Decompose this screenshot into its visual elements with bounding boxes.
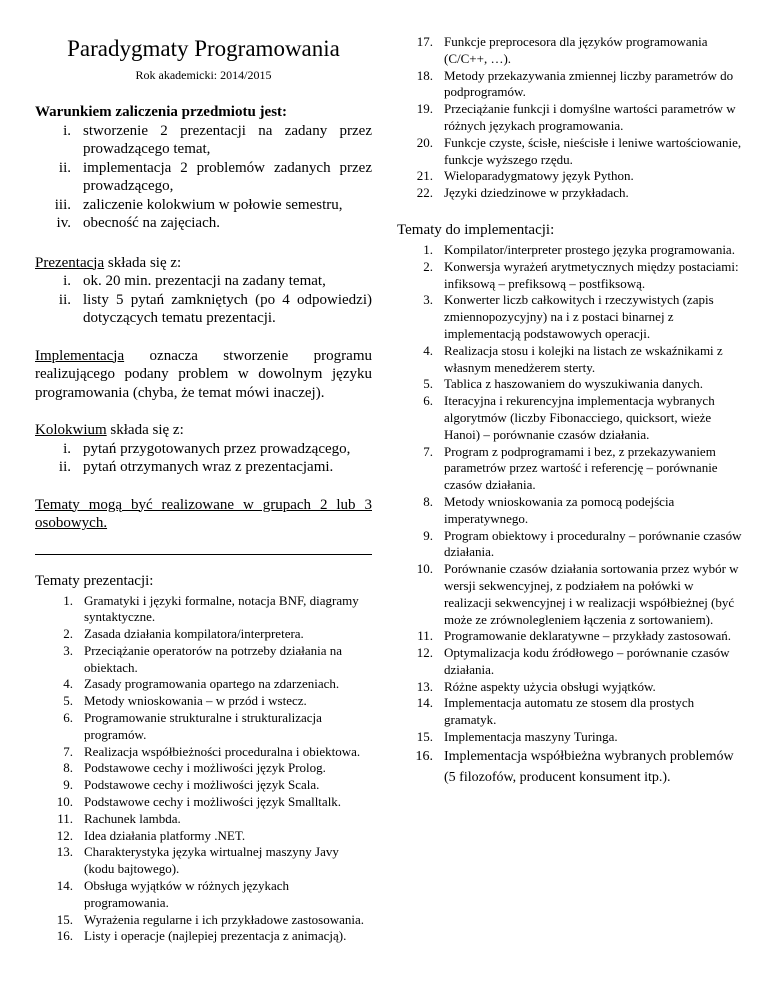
list-item: 7. Realizacja współbieżności proceduralna i obiektowa.: [63, 743, 361, 759]
implementation-definition: Implementacja oznacza stworzenie programu realizującego podany problem w dowolnym języku programowania (chyba, że temat mówi inaczej).: [35, 347, 372, 401]
list-item: 13. Różne aspekty użycia obsługi wyjątków.: [416, 678, 656, 694]
groups-note: Tematy mogą być realizowane w grupach 2 lub 3 osobowych.: [35, 496, 372, 531]
list-item: 11. Rachunek lambda.: [57, 810, 181, 826]
list-item: 19. Przeciążanie funkcji i domyślne wartości parametrów w różnych językach programowania.: [416, 101, 736, 133]
list-item: 6. Programowanie strukturalne i strukturalizacja programów.: [63, 710, 322, 742]
presentation-list: [35, 272, 372, 328]
list-item: 14. Implementacja automatu ze stosem dla prostych gramatyk.: [416, 695, 695, 728]
list-item: 11. Programowanie deklaratywne – przykłady zastosowań.: [417, 628, 731, 644]
implementation-topics-heading: Tematy do implementacji:: [397, 221, 555, 238]
list-item: 12. Optymalizacja kodu źródłowego – porównanie czasów działania.: [416, 645, 730, 677]
list-item: ii. pytań otrzymanych wraz z prezentacjami.: [58, 459, 334, 475]
presentation-topics-list-continued: [397, 34, 742, 202]
academic-year: Rok akademicki: 2014/2015: [135, 68, 272, 82]
list-item: 3. Konwerter liczb całkowitych i rzeczywistych (zapis zmiennopozycyjny) na i z postaci binarnej z implementacją podstawowych operacji.: [423, 292, 714, 341]
list-item: 15. Implementacja maszyny Turinga.: [416, 729, 618, 745]
list-item: i. pytań przygotowanych przez prowadzącego,: [63, 440, 351, 457]
list-item: 6. Iteracyjna i rekurencyjna implementacja wybranych algorytmów (liczby Fibonacciego, quicksort, wieże Hanoi) – porównanie czasów działania.: [423, 393, 715, 442]
list-item: 9. Podstawowe cechy i możliwości język Scala.: [63, 777, 320, 793]
presentation-definition: Prezentacja składa się z:: [35, 254, 182, 271]
colloquium-list: [35, 440, 372, 477]
list-item: i. stworzenie 2 prezentacji na zadany przez prowadzącego temat,: [63, 122, 372, 157]
right-column: [397, 0, 742, 788]
conditions-list: [35, 122, 372, 233]
list-item: 1. Gramatyki i języki formalne, notacja BNF, diagramy syntaktyczne.: [63, 592, 359, 625]
list-item: 5. Tablica z haszowaniem do wyszukiwania danych.: [423, 376, 703, 392]
list-item: 7. Program z podprogramami i bez, z przekazywaniem parametrów przez wartość i referencję – porównanie czasów działania.: [423, 443, 718, 493]
list-item: 8. Podstawowe cechy i możliwości język Prolog.: [63, 760, 326, 776]
list-item: 4. Zasady programowania opartego na zdarzeniach.: [63, 676, 340, 692]
list-item: 1. Kompilator/interpreter prostego języka programowania.: [423, 241, 735, 257]
list-item: 16. Implementacja współbieżna wybranych problemów (5 filozofów, producent konsument itp.).: [415, 748, 734, 785]
list-item: 20. Funkcje czyste, ścisłe, nieścisłe i leniwe wartościowanie, funkcje wyższego rzędu.: [416, 134, 742, 167]
list-item: iv. obecność na zajęciach.: [56, 215, 220, 231]
list-item: 12. Idea działania platformy .NET.: [56, 827, 246, 843]
list-item: 4. Realizacja stosu i kolejki na listach ze wskaźnikami z własnym menedżerem sterty.: [423, 342, 723, 375]
conditions-heading: Warunkiem zaliczenia przedmiotu jest:: [35, 104, 288, 120]
list-item: 14. Obsługa wyjątków w różnych językach programowania.: [56, 878, 290, 910]
implementation-topics-list: [397, 242, 742, 788]
list-item: 16. Listy i operacje (najlepiej prezentacja z animacją).: [56, 928, 347, 944]
list-item: 3. Przeciążanie operatorów na potrzeby działania na obiektach.: [63, 642, 343, 675]
presentation-topics-list: [35, 593, 372, 946]
list-item: 18. Metody przekazywania zmiennej liczby parametrów do podprogramów.: [416, 67, 734, 100]
list-item: 2. Konwersja wyrażeń arytmetycznych między postaciami: infiksową – prefiksową – postfiksową.: [423, 258, 739, 291]
list-item: 13. Charakterystyka języka wirtualnej maszyny Javy (kodu bajtowego).: [56, 844, 339, 877]
list-item: ii. listy 5 pytań zamkniętych (po 4 odpowiedzi) dotyczących tematu prezentacji.: [58, 291, 372, 326]
list-item: 22. Języki dziedzinowe w przykładach.: [416, 185, 629, 201]
left-column: [35, 0, 372, 945]
list-item: 17. Funkcje preprocesora dla języków programowania (C/C++, …).: [416, 34, 708, 66]
list-item: ii. implementacja 2 problemów zadanych przez prowadzącego,: [58, 159, 372, 194]
list-item: 5. Metody wnioskowania – w przód i wstecz.: [63, 693, 307, 709]
list-item: 10. Porównanie czasów działania sortowania przez wybór w wersji sekwencyjnej, z podziałem na połówki w realizacji sekwencyjnej i w realizacji współbieżnej (być może ze zrównolegleniem łączenia z sortowaniem).: [416, 561, 739, 627]
list-item: i. ok. 20 min. prezentacji na zadany temat,: [63, 273, 326, 289]
list-item: iii. zaliczenie kolokwium w połowie semestru,: [54, 196, 343, 213]
list-item: 9. Program obiektowy i proceduralny – porównanie czasów działania.: [423, 527, 742, 560]
list-item: 15. Wyrażenia regularne i ich przykładowe zastosowania.: [56, 911, 365, 927]
list-item: 2. Zasada działania kompilatora/interpretera.: [63, 626, 304, 642]
presentation-topics-heading: Tematy prezentacji:: [35, 572, 154, 589]
list-item: 10. Podstawowe cechy i możliwości język Smalltalk.: [56, 794, 342, 810]
page-title: Paradygmaty Programowania: [67, 36, 340, 61]
list-item: 8. Metody wnioskowania za pomocą podejścia imperatywnego.: [423, 493, 675, 526]
colloquium-definition: Kolokwium składa się z:: [35, 422, 184, 438]
list-item: 21. Wieloparadygmatowy język Python.: [416, 168, 634, 184]
